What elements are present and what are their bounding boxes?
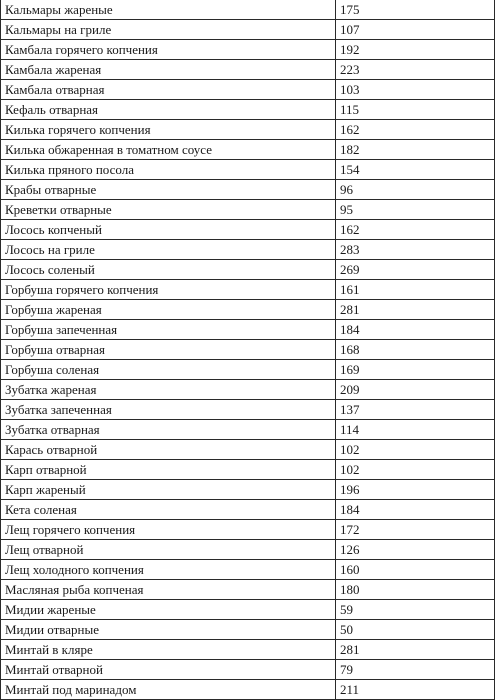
calorie-value-cell: 168 (336, 340, 495, 360)
table-row (1, 400, 495, 420)
product-name-cell: Камбала жареная (1, 60, 336, 80)
product-name-cell: Минтай отварной (1, 660, 336, 680)
calorie-value-cell: 184 (336, 320, 495, 340)
calorie-value-cell: 269 (336, 260, 495, 280)
product-name-cell: Мидии жареные (1, 600, 336, 620)
calorie-value-cell: 126 (336, 540, 495, 560)
table-row (1, 540, 495, 560)
product-name-cell: Горбуша горячего копчения (1, 280, 336, 300)
calorie-value-cell: 102 (336, 440, 495, 460)
calorie-value-cell: 59 (336, 600, 495, 620)
table-row (1, 40, 495, 60)
product-name-cell: Лещ холодного копчения (1, 560, 336, 580)
table-row (1, 0, 495, 20)
calorie-value-cell: 211 (336, 680, 495, 700)
calorie-value-cell: 281 (336, 640, 495, 660)
table-row (1, 180, 495, 200)
product-name-cell: Лещ отварной (1, 540, 336, 560)
table-row (1, 100, 495, 120)
table-row (1, 160, 495, 180)
table-row (1, 20, 495, 40)
product-name-cell: Горбуша соленая (1, 360, 336, 380)
product-name-cell: Лещ горячего копчения (1, 520, 336, 540)
table-row (1, 300, 495, 320)
calorie-value-cell: 115 (336, 100, 495, 120)
calorie-value-cell: 281 (336, 300, 495, 320)
calorie-value-cell: 209 (336, 380, 495, 400)
product-name-cell: Карась отварной (1, 440, 336, 460)
calorie-value-cell: 102 (336, 460, 495, 480)
product-name-cell: Лосось на гриле (1, 240, 336, 260)
product-name-cell: Килька пряного посола (1, 160, 336, 180)
table-row (1, 560, 495, 580)
table-row (1, 240, 495, 260)
table-row (1, 680, 495, 700)
calorie-value-cell: 114 (336, 420, 495, 440)
table-row (1, 360, 495, 380)
calorie-value-cell: 103 (336, 80, 495, 100)
table-row (1, 500, 495, 520)
calorie-value-cell: 169 (336, 360, 495, 380)
table-row (1, 140, 495, 160)
calorie-value-cell: 223 (336, 60, 495, 80)
product-name-cell: Килька горячего копчения (1, 120, 336, 140)
table-row (1, 640, 495, 660)
table-row (1, 260, 495, 280)
table-row (1, 340, 495, 360)
product-name-cell: Камбала горячего копчения (1, 40, 336, 60)
table-row (1, 420, 495, 440)
product-name-cell: Масляная рыба копченая (1, 580, 336, 600)
calorie-value-cell: 96 (336, 180, 495, 200)
calorie-value-cell: 107 (336, 20, 495, 40)
table-row (1, 80, 495, 100)
calorie-value-cell: 162 (336, 120, 495, 140)
calorie-value-cell: 172 (336, 520, 495, 540)
table-row (1, 280, 495, 300)
product-name-cell: Карп жареный (1, 480, 336, 500)
table-row (1, 580, 495, 600)
product-name-cell: Зубатка отварная (1, 420, 336, 440)
product-name-cell: Горбуша запеченная (1, 320, 336, 340)
product-name-cell: Кальмары жареные (1, 0, 336, 20)
product-name-cell: Кефаль отварная (1, 100, 336, 120)
table-row (1, 320, 495, 340)
calorie-value-cell: 196 (336, 480, 495, 500)
calorie-value-cell: 162 (336, 220, 495, 240)
product-name-cell: Кета соленая (1, 500, 336, 520)
table-row (1, 440, 495, 460)
product-name-cell: Крабы отварные (1, 180, 336, 200)
calorie-value-cell: 184 (336, 500, 495, 520)
table-row (1, 460, 495, 480)
calorie-value-cell: 95 (336, 200, 495, 220)
table-row (1, 120, 495, 140)
calorie-value-cell: 160 (336, 560, 495, 580)
product-name-cell: Зубатка жареная (1, 380, 336, 400)
calorie-value-cell: 182 (336, 140, 495, 160)
product-name-cell: Зубатка запеченная (1, 400, 336, 420)
table-row (1, 380, 495, 400)
table-row (1, 600, 495, 620)
calorie-value-cell: 175 (336, 0, 495, 20)
product-name-cell: Кальмары на гриле (1, 20, 336, 40)
calorie-value-cell: 79 (336, 660, 495, 680)
table-row (1, 220, 495, 240)
table-row (1, 60, 495, 80)
product-name-cell: Мидии отварные (1, 620, 336, 640)
table-row (1, 620, 495, 640)
product-name-cell: Креветки отварные (1, 200, 336, 220)
table-row (1, 480, 495, 500)
calorie-value-cell: 50 (336, 620, 495, 640)
product-name-cell: Лосось соленый (1, 260, 336, 280)
table-body (1, 0, 495, 700)
product-name-cell: Камбала отварная (1, 80, 336, 100)
calorie-value-cell: 180 (336, 580, 495, 600)
product-name-cell: Минтай под маринадом (1, 680, 336, 700)
table-row (1, 660, 495, 680)
table-row (1, 520, 495, 540)
calorie-value-cell: 137 (336, 400, 495, 420)
product-name-cell: Карп отварной (1, 460, 336, 480)
calorie-value-cell: 154 (336, 160, 495, 180)
product-name-cell: Минтай в кляре (1, 640, 336, 660)
product-name-cell: Горбуша жареная (1, 300, 336, 320)
calorie-value-cell: 192 (336, 40, 495, 60)
calorie-value-cell: 283 (336, 240, 495, 260)
product-name-cell: Горбуша отварная (1, 340, 336, 360)
product-name-cell: Лосось копченый (1, 220, 336, 240)
table-row (1, 200, 495, 220)
product-name-cell: Килька обжаренная в томатном соусе (1, 140, 336, 160)
calorie-value-cell: 161 (336, 280, 495, 300)
